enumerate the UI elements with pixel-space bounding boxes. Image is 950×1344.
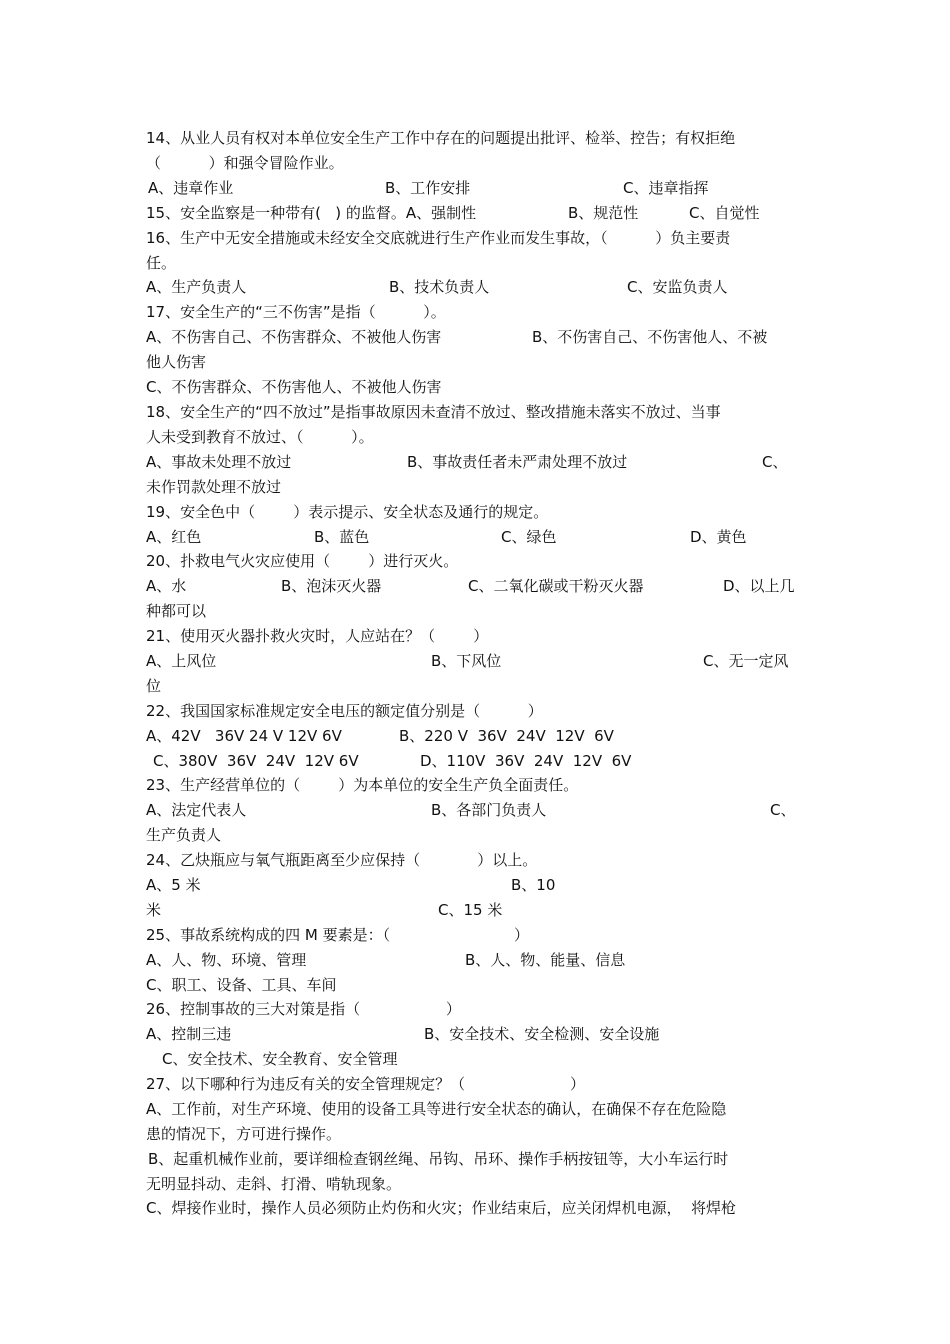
question-26-text: 26、控制事故的三大对策是指（ ） bbox=[146, 1000, 461, 1018]
question-27-option-a: A、工作前，对生产环境、使用的设备工具等进行安全状态的确认，在确保不存在危险隐 bbox=[146, 1100, 727, 1118]
question-16-option-b: B、技术负责人 bbox=[389, 278, 490, 296]
question-26-option-a: A、控制三违 bbox=[146, 1025, 232, 1043]
question-14-option-c: C、违章指挥 bbox=[623, 179, 709, 197]
question-24-option-b: B、10 bbox=[511, 876, 556, 894]
question-14-text: 14、从业人员有权对本单位安全生产工作中存在的问题提出批评、检举、控告；有权拒绝 bbox=[146, 129, 736, 147]
question-21-option-c: C、无一定风 bbox=[703, 652, 789, 670]
question-17-option-c: C、不伤害群众、不伤害他人、不被他人伤害 bbox=[146, 378, 442, 396]
question-17-option-b: B、不伤害自己、不伤害他人、不被 bbox=[532, 328, 768, 346]
question-21-option-b: B、下风位 bbox=[431, 652, 502, 670]
question-19-option-b: B、蓝色 bbox=[314, 528, 370, 546]
question-21-option-c-cont: 位 bbox=[146, 677, 162, 695]
question-24-text: 24、乙炔瓶应与氧气瓶距离至少应保持（ ）以上。 bbox=[146, 851, 538, 869]
question-25-option-a: A、人、物、环境、管理 bbox=[146, 951, 307, 969]
question-27-option-c: C、焊接作业时，操作人员必须防止灼伤和火灾；作业结束后，应关闭焊机电源， 将焊枪 bbox=[146, 1199, 737, 1217]
question-23-option-a: A、法定代表人 bbox=[146, 801, 247, 819]
question-19-text: 19、安全色中（ ）表示提示、安全状态及通行的规定。 bbox=[146, 503, 549, 521]
question-15-option-c: C、自觉性 bbox=[689, 204, 760, 222]
question-27-option-b: B、起重机械作业前，要详细检查钢丝绳、吊钩、吊环、操作手柄按钮等，大小车运行时 bbox=[148, 1150, 729, 1168]
question-16-option-a: A、生产负责人 bbox=[146, 278, 247, 296]
question-17-option-a: A、不伤害自己、不伤害群众、不被他人伤害 bbox=[146, 328, 442, 346]
question-22-option-d: D、110V 36V 24V 12V 6V bbox=[420, 752, 632, 770]
question-23-text: 23、生产经营单位的（ ）为本单位的安全生产负全面责任。 bbox=[146, 776, 579, 794]
question-14-text-cont: （ ）和强令冒险作业。 bbox=[146, 154, 344, 172]
question-18-option-c: C、 bbox=[762, 453, 788, 471]
question-18-text: 18、安全生产的“四不放过”是指事故原因未查清不放过、整改措施未落实不放过、当事 bbox=[146, 403, 721, 421]
question-22-option-a: A、42V 36V 24 V 12V 6V bbox=[146, 727, 342, 745]
question-18-option-b: B、事故责任者未严肃处理不放过 bbox=[407, 453, 628, 471]
question-18-option-a: A、事故未处理不放过 bbox=[146, 453, 292, 471]
question-14-option-b: B、工作安排 bbox=[385, 179, 471, 197]
question-21-option-a: A、上风位 bbox=[146, 652, 217, 670]
question-27-option-a-cont: 患的情况下，方可进行操作。 bbox=[146, 1125, 342, 1143]
question-23-option-c: C、 bbox=[770, 801, 796, 819]
question-23-option-c-cont: 生产负责人 bbox=[146, 826, 222, 844]
question-19-option-c: C、绿色 bbox=[501, 528, 557, 546]
question-23-option-b: B、各部门负责人 bbox=[431, 801, 547, 819]
question-20-option-b: B、泡沫灭火器 bbox=[281, 577, 382, 595]
question-17-option-b-cont: 他人伤害 bbox=[146, 353, 207, 371]
question-16-text: 16、生产中无安全措施或未经安全交底就进行生产作业而发生事故，（ ）负主要责 bbox=[146, 229, 731, 247]
question-19-option-d: D、黄色 bbox=[690, 528, 747, 546]
question-24-option-a: A、5 米 bbox=[146, 876, 201, 894]
question-27-option-b-cont: 无明显抖动、走斜、打滑、啃轨现象。 bbox=[146, 1175, 402, 1193]
question-18-text-cont: 人未受到教育不放过、（ ）。 bbox=[146, 428, 374, 446]
question-24-option-b-cont: 米 bbox=[146, 901, 162, 919]
question-25-option-c: C、职工、设备、工具、车间 bbox=[146, 976, 337, 994]
question-15-text: 15、安全监察是一种带有( ) 的监督。A、强制性 bbox=[146, 204, 477, 222]
question-22-option-c: C、380V 36V 24V 12V 6V bbox=[153, 752, 359, 770]
question-15-option-b: B、规范性 bbox=[568, 204, 639, 222]
question-20-option-c: C、二氧化碳或干粉灭火器 bbox=[468, 577, 644, 595]
question-16-text-cont: 任。 bbox=[146, 254, 177, 272]
question-22-text: 22、我国国家标准规定安全电压的额定值分别是（ ） bbox=[146, 702, 543, 720]
question-25-option-b: B、人、物、能量、信息 bbox=[465, 951, 626, 969]
question-20-option-d: D、以上几 bbox=[723, 577, 795, 595]
question-27-text: 27、以下哪种行为违反有关的安全管理规定？（ ） bbox=[146, 1075, 585, 1093]
question-20-option-d-cont: 种都可以 bbox=[146, 602, 207, 620]
question-20-option-a: A、水 bbox=[146, 577, 187, 595]
question-24-option-c: C、15 米 bbox=[438, 901, 503, 919]
question-17-text: 17、安全生产的“三不伤害”是指（ ）。 bbox=[146, 303, 446, 321]
question-21-text: 21、使用灭火器扑救火灾时，人应站在？（ ） bbox=[146, 627, 489, 645]
question-16-option-c: C、安监负责人 bbox=[627, 278, 728, 296]
question-19-option-a: A、红色 bbox=[146, 528, 202, 546]
question-14-option-a: A、违章作业 bbox=[148, 179, 234, 197]
question-26-option-c: C、安全技术、安全教育、安全管理 bbox=[162, 1050, 398, 1068]
question-26-option-b: B、安全技术、安全检测、安全设施 bbox=[424, 1025, 660, 1043]
question-18-option-c-cont: 未作罚款处理不放过 bbox=[146, 478, 282, 496]
question-20-text: 20、扑救电气火灾应使用（ ）进行灭火。 bbox=[146, 552, 459, 570]
question-22-option-b: B、220 V 36V 24V 12V 6V bbox=[399, 727, 614, 745]
question-25-text: 25、事故系统构成的四 M 要素是：（ ） bbox=[146, 926, 530, 944]
